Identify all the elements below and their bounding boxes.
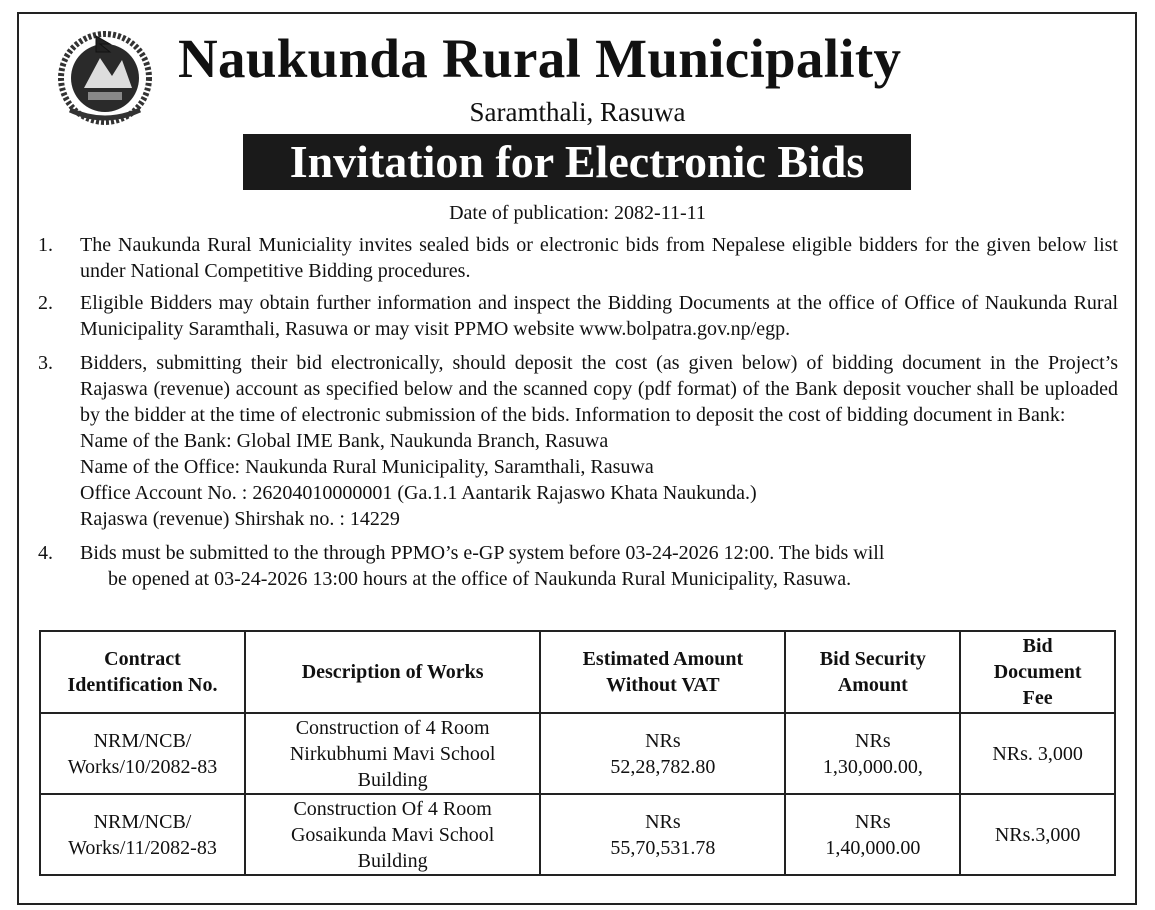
cell-bid-security: NRs 1,30,000.00, — [785, 713, 960, 794]
office-name: Name of the Office: Naukunda Rural Municipality, Saramthali, Rasuwa — [80, 456, 654, 478]
cell-contract-id: NRM/NCB/ Works/10/2082-83 — [40, 713, 245, 794]
cell-bid-security: NRs 1,40,000.00 — [785, 794, 960, 875]
item-number: 3. — [38, 352, 53, 374]
item-text: Eligible Bidders may obtain further information and inspect the Bidding Documents at the office of Office of Naukunda Rural Municipality Saramthali, Rasuwa or may visit PPMO website www.bolpatra.gov.np/egp. — [80, 292, 1118, 340]
header-bid-security: Bid Security Amount — [785, 631, 960, 713]
notice-banner: Invitation for Electronic Bids — [243, 134, 911, 190]
list-item — [38, 290, 1118, 342]
page-title: Naukunda Rural Municipality — [178, 28, 902, 89]
cell-document-fee: NRs.3,000 — [960, 794, 1115, 875]
table-header-row — [40, 631, 1115, 713]
list-item — [38, 540, 1118, 592]
account-number: Office Account No. : 26204010000001 (Ga.1.1 Aantarik Rajaswo Khata Naukunda.) — [80, 482, 757, 504]
item-text-line1: Bids must be submitted to the through PPMO’s e-GP system before 03-24-2026 12:00. The bids will — [80, 542, 885, 564]
bank-name: Name of the Bank: Global IME Bank, Naukunda Branch, Rasuwa — [80, 430, 609, 452]
cell-description: Construction Of 4 Room Gosaikunda Mavi School Building — [245, 794, 540, 875]
table-row — [40, 794, 1115, 875]
bids-table — [39, 630, 1116, 876]
item-number: 4. — [38, 542, 53, 564]
item-number: 1. — [38, 234, 53, 256]
header-contract-id: Contract Identification No. — [40, 631, 245, 713]
shirshak-number: Rajaswa (revenue) Shirshak no. : 14229 — [80, 508, 400, 530]
cell-document-fee: NRs. 3,000 — [960, 713, 1115, 794]
item-number: 2. — [38, 292, 53, 314]
table-row — [40, 713, 1115, 794]
header-document-fee: Bid Document Fee — [960, 631, 1115, 713]
cell-contract-id: NRM/NCB/ Works/11/2082-83 — [40, 794, 245, 875]
item-text-line2: be opened at 03-24-2026 13:00 hours at the office of Naukunda Rural Municipality, Rasuwa. — [108, 568, 852, 590]
page-subtitle: Saramthali, Rasuwa — [469, 97, 686, 127]
list-item — [38, 232, 1118, 284]
cell-estimated-amount: NRs 52,28,782.80 — [540, 713, 785, 794]
notice-items — [38, 232, 1118, 592]
cell-description: Construction of 4 Room Nirkubhumi Mavi School Building — [245, 713, 540, 794]
item-text: The Naukunda Rural Municiality invites sealed bids or electronic bids from Nepalese eligible bidders for the given below list under National Competitive Bidding procedures. — [80, 234, 1118, 282]
cell-estimated-amount: NRs 55,70,531.78 — [540, 794, 785, 875]
header-description: Description of Works — [245, 631, 540, 713]
publication-date: Date of publication: 2082-11-11 — [449, 202, 706, 224]
list-item — [38, 350, 1118, 532]
header-estimated-amount: Estimated Amount Without VAT — [540, 631, 785, 713]
item-text: Bidders, submitting their bid electronically, should deposit the cost (as given below) of bidding document in the Project’s Rajaswa (revenue) account as specified below and the scanned copy (pdf format) of the Bank deposit voucher shall be uploaded by the bidder at the time of electronic submission of the bids. Information to deposit the cost of bidding document in Bank: — [80, 352, 1118, 426]
